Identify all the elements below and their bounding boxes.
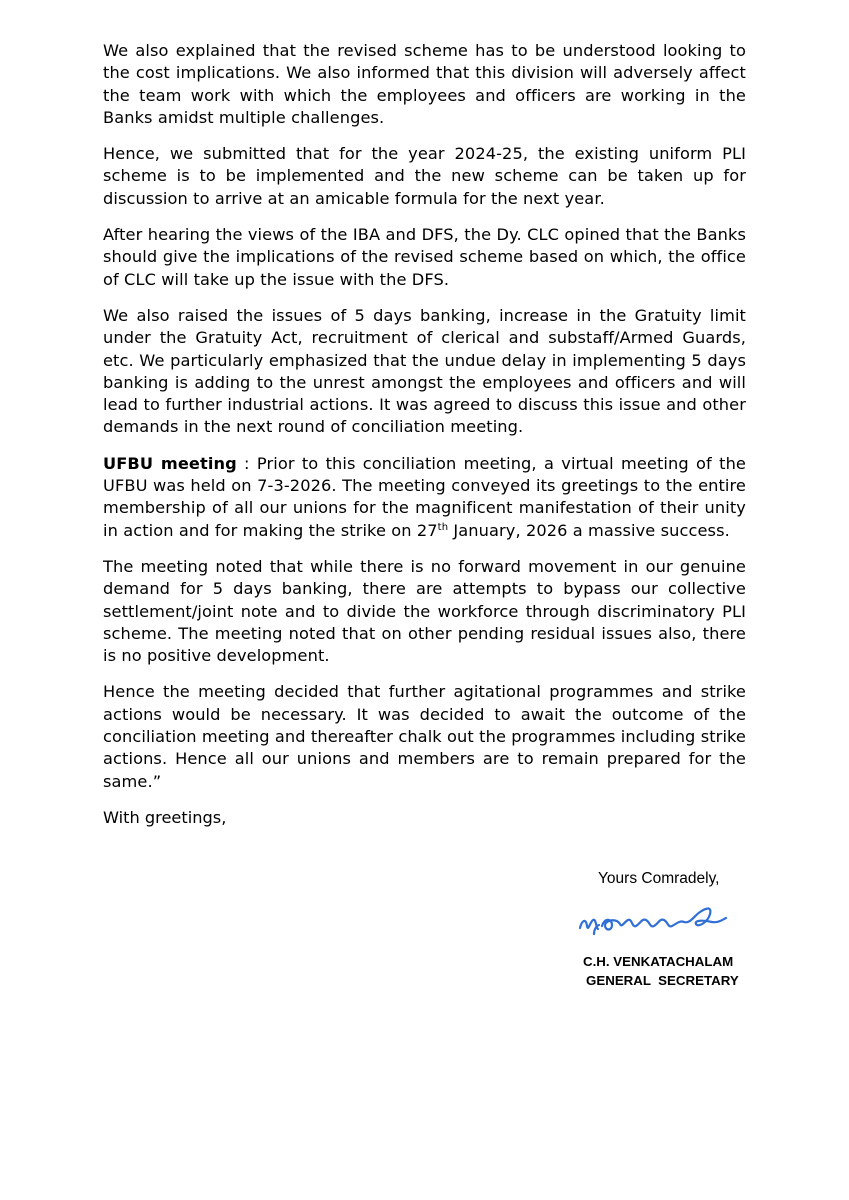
paragraph-cost-implications: We also explained that the revised scheme has to be understood looking to the cost implications. We also informed that this division will adversely affect the team work with which the employees and officers are working in the Banks amidst multiple challenges.	[103, 41, 746, 127]
handwritten-signature	[572, 898, 737, 940]
signatory-title: GENERAL SECRETARY	[586, 973, 739, 988]
paragraph-five-days-banking: We also raised the issues of 5 days banking, increase in the Gratuity limit under the Gratuity Act, recruitment of clerical and substaff/Armed Guards, etc. We particularly emphasized that the undue delay in implementing 5 days banking is adding to the unrest amongst the employees and officers and will lead to further industrial actions. It was agreed to discuss this issue and other demands in the next round of conciliation meeting.	[103, 305, 746, 437]
closing-greeting: With greetings,	[103, 807, 227, 827]
ufbu-meeting-heading: UFBU meeting	[103, 453, 237, 473]
letter-body	[103, 40, 746, 829]
ufbu-meeting-text-b: January, 2026 a massive success.	[448, 520, 730, 540]
signoff-text: Yours Comradely,	[598, 870, 720, 887]
ufbu-meeting-text-a: : Prior to this conciliation meeting, a virtual meeting of the UFBU was held on 7-3-2026. The meeting conveyed its greetings to the entire membership of all our unions for the magnificent manifestation of their unity in action and for making the strike on 27	[103, 453, 746, 540]
ordinal-superscript: th	[437, 521, 449, 533]
paragraph-dy-clc-opinion: After hearing the views of the IBA and DFS, the Dy. CLC opined that the Banks should give the implications of the revised scheme based on which, the office of CLC will take up the issue with the DFS.	[103, 225, 746, 289]
paragraph-agitational-programmes: Hence the meeting decided that further agitational programmes and strike actions would be necessary. It was decided to await the outcome of the conciliation meeting and thereafter chalk out the programmes including strike actions. Hence all our unions and members are to remain prepared for the same.”	[103, 682, 746, 791]
paragraph-ufbu-meeting	[103, 453, 746, 542]
paragraph-no-forward-movement: The meeting noted that while there is no forward movement in our genuine demand for 5 days banking, there are attempts to bypass our collective settlement/joint note and to divide the workforce through discriminatory PLI scheme. The meeting noted that on other pending residual issues also, there is no positive development.	[103, 556, 746, 666]
paragraph-uniform-pli: Hence, we submitted that for the year 2024-25, the existing uniform PLI scheme is to be implemented and the new scheme can be taken up for discussion to arrive at an amicable formula for the next year.	[103, 144, 746, 208]
signatory-name: C.H. VENKATACHALAM	[583, 954, 734, 969]
